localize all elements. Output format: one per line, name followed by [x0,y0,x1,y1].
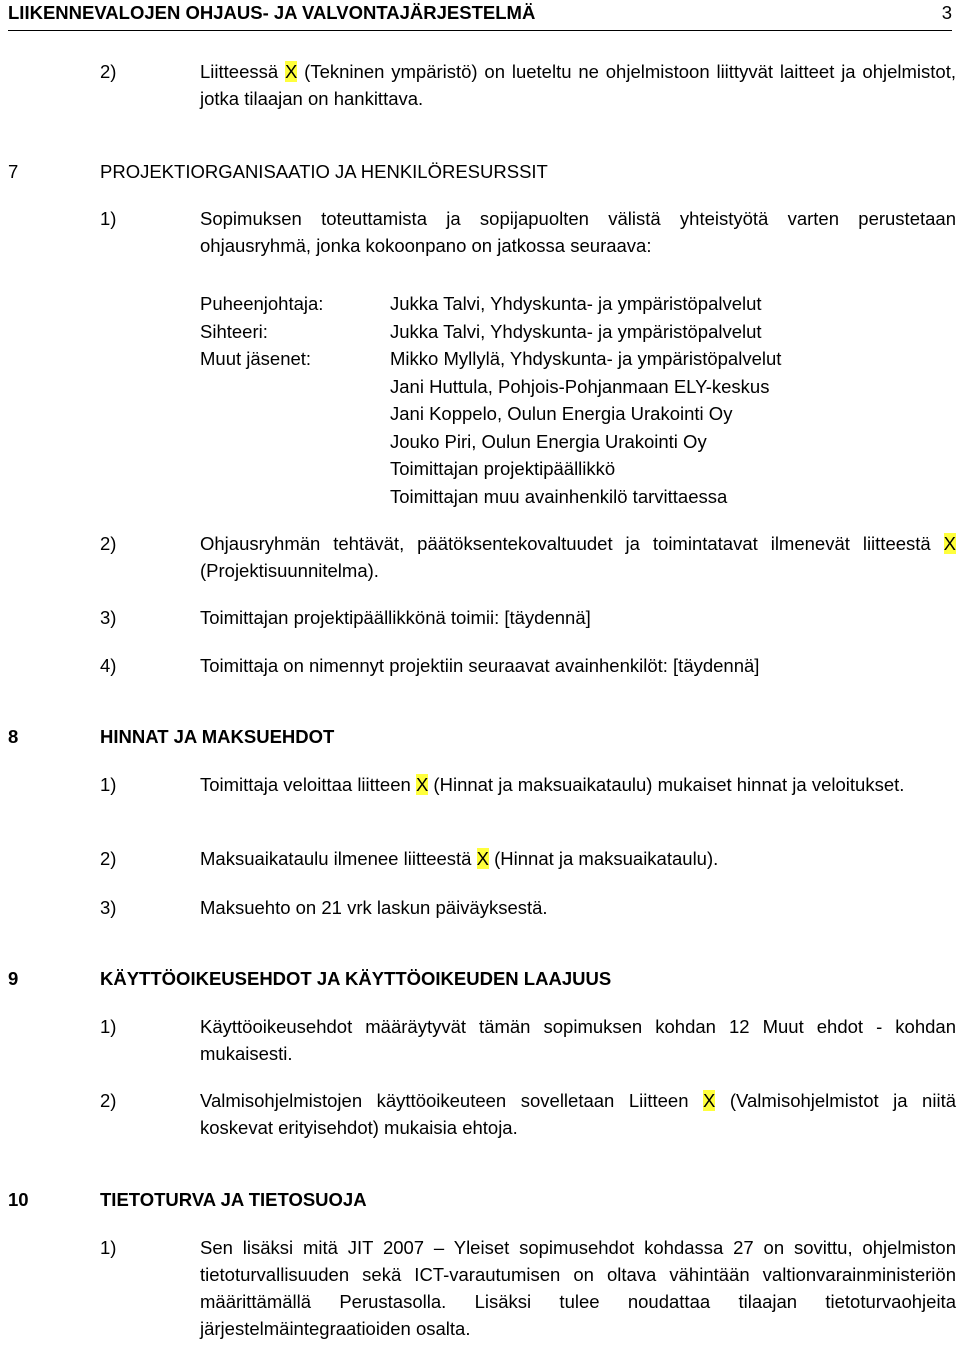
item-text: Käyttöoikeusehdot määräytyvät tämän sopimuksen kohdan 12 Muut ehdot - kohdan mukaisesti. [200,1016,956,1064]
item-text: Sopimuksen toteuttamista ja sopijapuolten välistä yhteistyötä varten perustetaan ohjausryhmä, jonka kokoonpano on jatkossa seuraava: [200,208,956,256]
member-entry: Jukka Talvi, Yhdyskunta- ja ympäristöpalvelut [390,320,762,342]
item-number: 1) [100,208,117,229]
attachment-ref: X [476,848,489,869]
attachment-ref: X [285,61,298,82]
page-header [8,2,952,30]
section-title: HINNAT JA MAKSUEHDOT [100,726,335,747]
item-text: Toimittaja on nimennyt projektiin seuraavat avainhenkilöt: [täydennä] [200,655,760,676]
item-number: 3) [100,607,117,628]
item-number: 4) [100,655,117,676]
item-number: 2) [100,1090,117,1111]
member-entry: Toimittajan muu avainhenkilö tarvittaessa [390,485,728,507]
document-title: LIIKENNEVALOJEN OHJAUS- JA VALVONTAJÄRJESTELMÄ [8,2,536,23]
member-entry: Jouko Piri, Oulun Energia Urakointi Oy [390,430,707,452]
item-text: Maksuehto on 21 vrk laskun päiväyksestä. [200,897,548,918]
item-number: 2) [100,848,117,869]
item-text: Toimittajan projektipäällikkönä toimii: [täydennä] [200,607,591,628]
section-number: 8 [8,726,19,747]
section-title: KÄYTTÖOIKEUSEHDOT JA KÄYTTÖOIKEUDEN LAAJUUS [100,968,612,989]
item-text: Sen lisäksi mitä JIT 2007 – Yleiset sopimusehdot kohdassa 27 on sovittu, ohjelmiston tietoturvallisuuden sekä ICT-varautumisen on oltava vähintään valtionvarainministeriön määrittämällä Perustasolla. Lisäksi tulee noudattaa tilaajan tietoturvaohjeita järjestelmäintegraatioiden osalta. [200,1237,956,1339]
section-number: 7 [8,161,19,182]
item-number: 2) [100,533,117,554]
role-chair: Puheenjohtaja: [200,293,324,314]
item-text: Maksuaikataulu ilmenee liitteestä X (Hinnat ja maksuaikataulu). [200,848,719,869]
item-number: 1) [100,774,117,795]
attachment-ref: X [415,774,429,795]
item-number: 2) [100,61,117,82]
item-text: Toimittaja veloittaa liitteen X (Hinnat ja maksuaikataulu) mukaiset hinnat ja veloitukset. [200,774,905,795]
item-text: Liitteessä X (Tekninen ympäristö) on lueteltu ne ohjelmistoon liittyvät laitteet ja ohjelmistot, jotka tilaajan on hankittava. [200,61,956,109]
member-entry: Jani Huttula, Pohjois-Pohjanmaan ELY-keskus [390,375,770,397]
item-number: 1) [100,1016,117,1037]
attachment-ref: X [943,533,956,554]
steering-group-members [390,290,781,510]
role-other-members: Muut jäsenet: [200,348,312,369]
section-title: TIETOTURVA JA TIETOSUOJA [100,1189,367,1210]
member-entry: Toimittajan projektipäällikkö [390,458,616,479]
member-entry: Jani Koppelo, Oulun Energia Urakointi Oy [390,403,733,424]
steering-group-roles [200,290,323,373]
section-title: PROJEKTIORGANISAATIO JA HENKILÖRESURSSIT [100,161,548,182]
page-number: 3 [941,2,952,23]
member-entry: Mikko Myllylä, Yhdyskunta- ja ympäristöpalvelut [390,348,782,369]
item-text: Ohjausryhmän tehtävät, päätöksentekovaltuudet ja toimintatavat ilmenevät liitteestä X (Projektisuunnitelma). [200,533,956,581]
section-number: 9 [8,968,19,989]
item-text: Valmisohjelmistojen käyttöoikeuteen sovelletaan Liitteen X (Valmisohjelmistot ja niitä koskevat erityisehdot) mukaisia ehtoja. [200,1090,956,1138]
item-number: 1) [100,1237,117,1258]
item-number: 3) [100,897,117,918]
role-secretary: Sihteeri: [200,320,268,342]
attachment-ref: X [703,1090,716,1111]
section-number: 10 [8,1189,29,1210]
member-entry: Jukka Talvi, Yhdyskunta- ja ympäristöpalvelut [390,293,762,314]
header-divider [8,30,952,31]
